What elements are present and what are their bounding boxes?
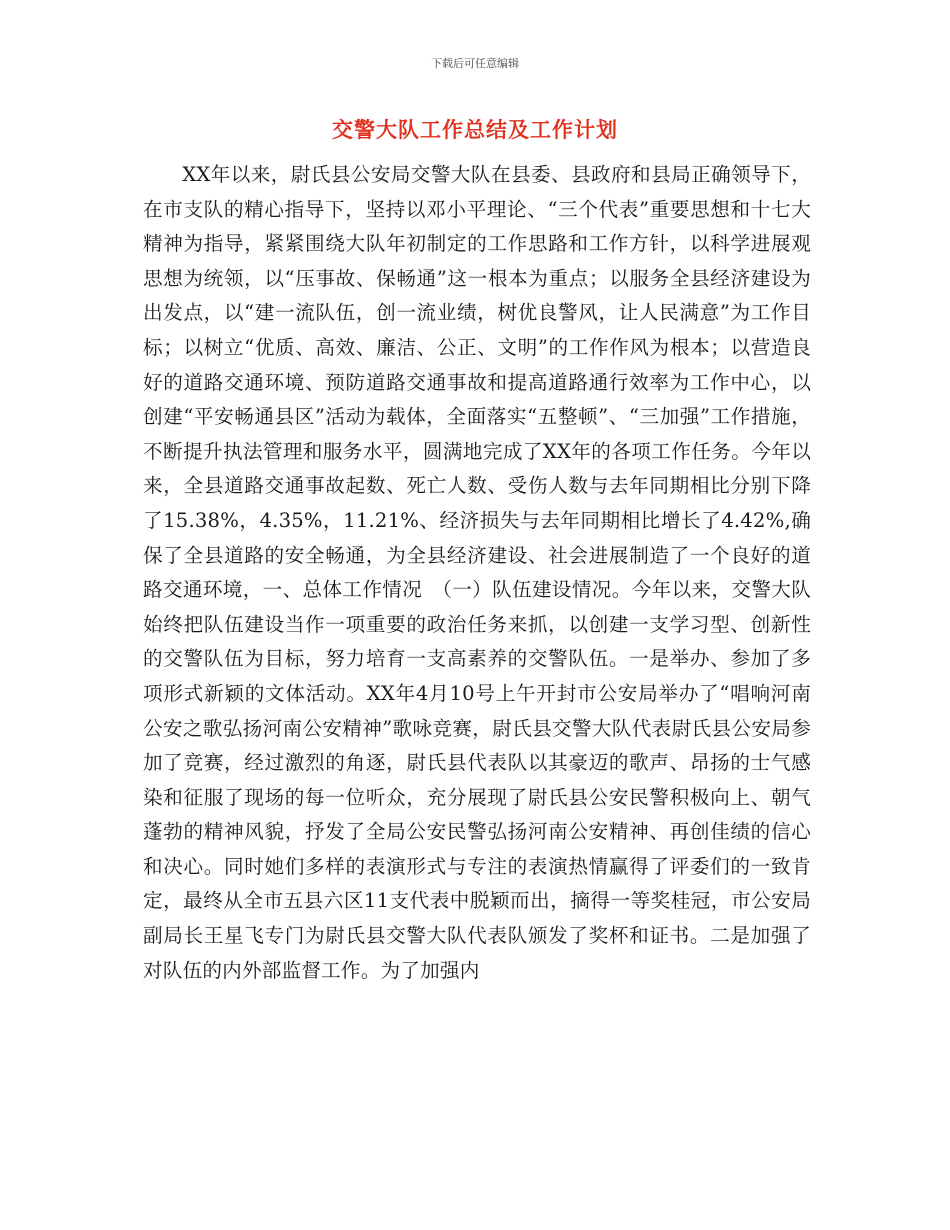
header-note: 下载后可任意编辑 bbox=[431, 57, 519, 70]
document-title: 交警大队工作总结及工作计划 bbox=[332, 118, 618, 142]
body-paragraph: XX年以来，尉氏县公安局交警大队在县委、县政府和县局正确领导下，在市支队的精心指导下，坚持以邓小平理论、“三个代表”重要思想和十七大精神为指导，紧紧围绕大队年初制定的工作思路和工作方针，以科学进展观思想为统领，以“压事故、保畅通”这一根本为重点；以服务全县经济建设为出发点，以“建一流队伍，创一流业绩，树优良警风，让人民满意”为工作目标；以树立“优质、高效、廉洁、公正、文明”的工作作风为根本；以营造良好的道路交通环境、预防道路交通事故和提高道路通行效率为工作中心，以创建“平安畅通县区”活动为载体，全面落实“五整顿”、“三加强”工作措施，不断提升执法管理和服务水平，圆满地完成了XX年的各项工作任务。今年以来，全县道路交通事故起数、死亡人数、受伤人数与去年同期相比分别下降了15.38%，4.35%，11.21%、经济损失与去年同期相比增长了4.42%,确保了全县道路的安全畅通，为全县经济建设、社会进展制造了一个良好的道路交通环境，一、总体工作情况 （一）队伍建设情况。今年以来，交警大队始终把队伍建设当作一项重要的政治任务来抓，以创建一支学习型、创新性的交警队伍为目标，努力培育一支高素养的交警队伍。一是举办、参加了多项形式新颖的文体活动。XX年4月10号上午开封市公安局举办了“唱响河南公安之歌弘扬河南公安精神”歌咏竞赛，尉氏县交警大队代表尉氏县公安局参加了竞赛，经过激烈的角逐，尉氏县代表队以其豪迈的歌声、昂扬的士气感染和征服了现场的每一位听众，充分展现了尉氏县公安民警积极向上、朝气蓬勃的精神风貌，抒发了全局公安民警弘扬河南公安精神、再创佳绩的信心和决心。同时她们多样的表演形式与专注的表演热情赢得了评委们的一致肯定，最终从全市五县六区11支代表中脱颖而出，摘得一等奖桂冠，市公安局副局长王星飞专门为尉氏县交警大队代表队颁发了奖杯和证书。二是加强了对队伍的内外部监督工作。为了加强内 bbox=[143, 163, 811, 982]
